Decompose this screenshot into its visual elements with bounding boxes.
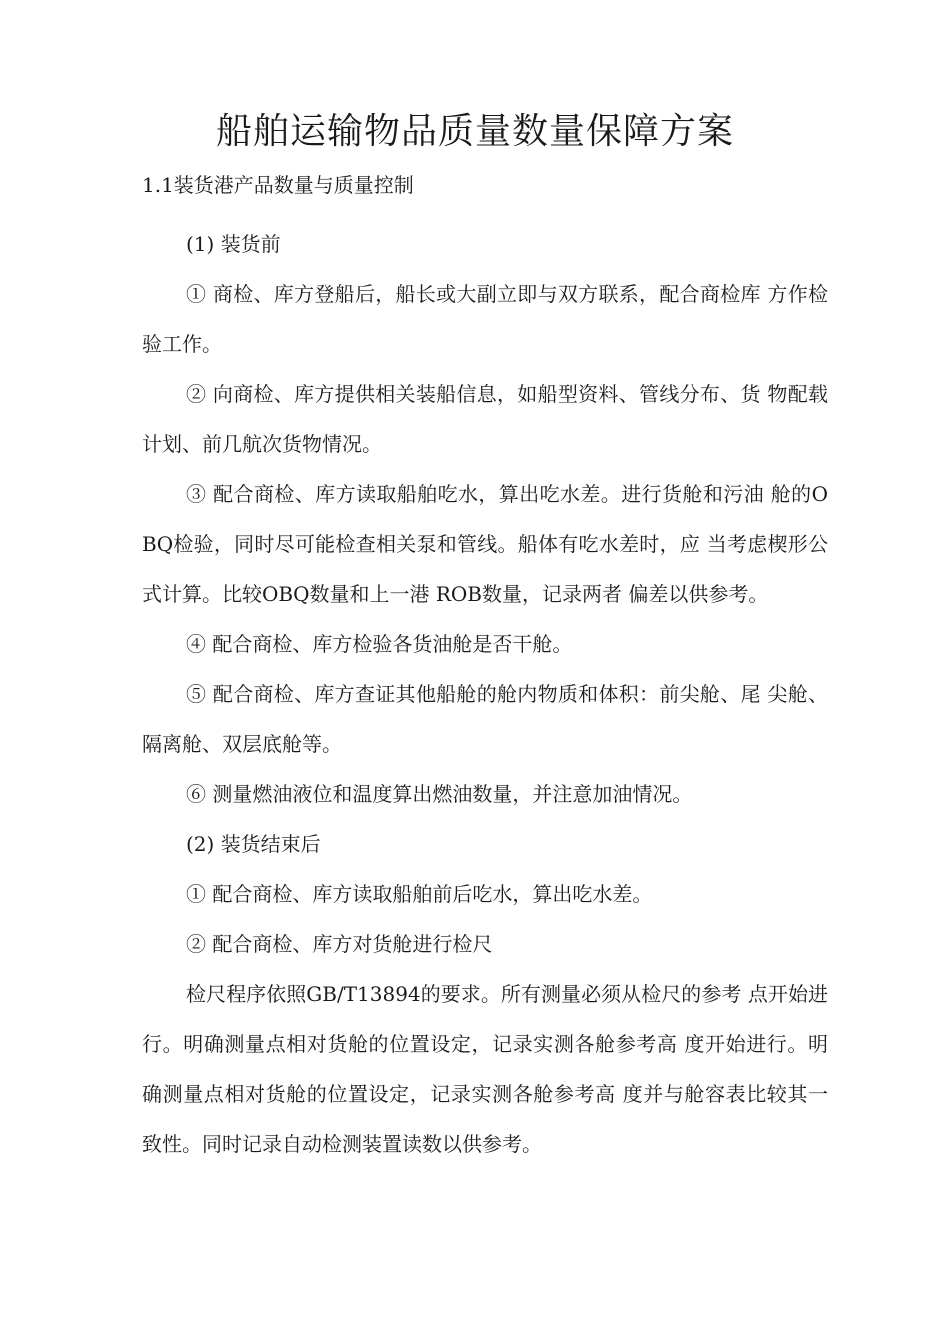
section-heading: 1.1装货港产品数量与质量控制 bbox=[142, 173, 414, 197]
document-title: 船舶运输物品质量数量保障方案 bbox=[215, 111, 734, 152]
paragraph: ② 配合商检、库方对货舱进行检尺 bbox=[186, 932, 493, 956]
paragraph: ③ 配合商检、库方读取船舶吃水，算出吃水差。进行货舱和污油 舱的OBQ检验，同时尽可能检查相关泵和管线。船体有吃水差时，应 当考虑楔形公式计算。比较OBQ数量和上一港 ROB数量，记录两者 偏差以供参考。 bbox=[142, 482, 828, 606]
document-body bbox=[142, 219, 828, 1169]
subsection-heading: (2) 装货结束后 bbox=[186, 832, 321, 856]
paragraph: ② 向商检、库方提供相关装船信息，如船型资料、管线分布、货 物配载计划、前几航次货物情况。 bbox=[142, 382, 828, 456]
paragraph: 检尺程序依照GB/T13894的要求。所有测量必须从检尺的参考 点开始进行。明确测量点相对货舱的位置设定，记录实测各舱参考高 度开始进行。明确测量点相对货舱的位置设定，记录实测各舱参考高 度并与舱容表比较其一致性。同时记录自动检测装置读数以供参考。 bbox=[142, 982, 828, 1156]
paragraph: ④ 配合商检、库方检验各货油舱是否干舱。 bbox=[186, 632, 573, 656]
paragraph: ⑥ 测量燃油液位和温度算出燃油数量，并注意加油情况。 bbox=[186, 782, 693, 806]
paragraph: ⑤ 配合商检、库方查证其他船舱的舱内物质和体积：前尖舱、尾 尖舱、隔离舱、双层底舱等。 bbox=[142, 682, 828, 756]
subsection-heading: (1) 装货前 bbox=[186, 232, 281, 256]
paragraph: ① 商检、库方登船后，船长或大副立即与双方联系，配合商检库 方作检验工作。 bbox=[142, 282, 828, 356]
paragraph: ① 配合商检、库方读取船舶前后吃水，算出吃水差。 bbox=[186, 882, 653, 906]
